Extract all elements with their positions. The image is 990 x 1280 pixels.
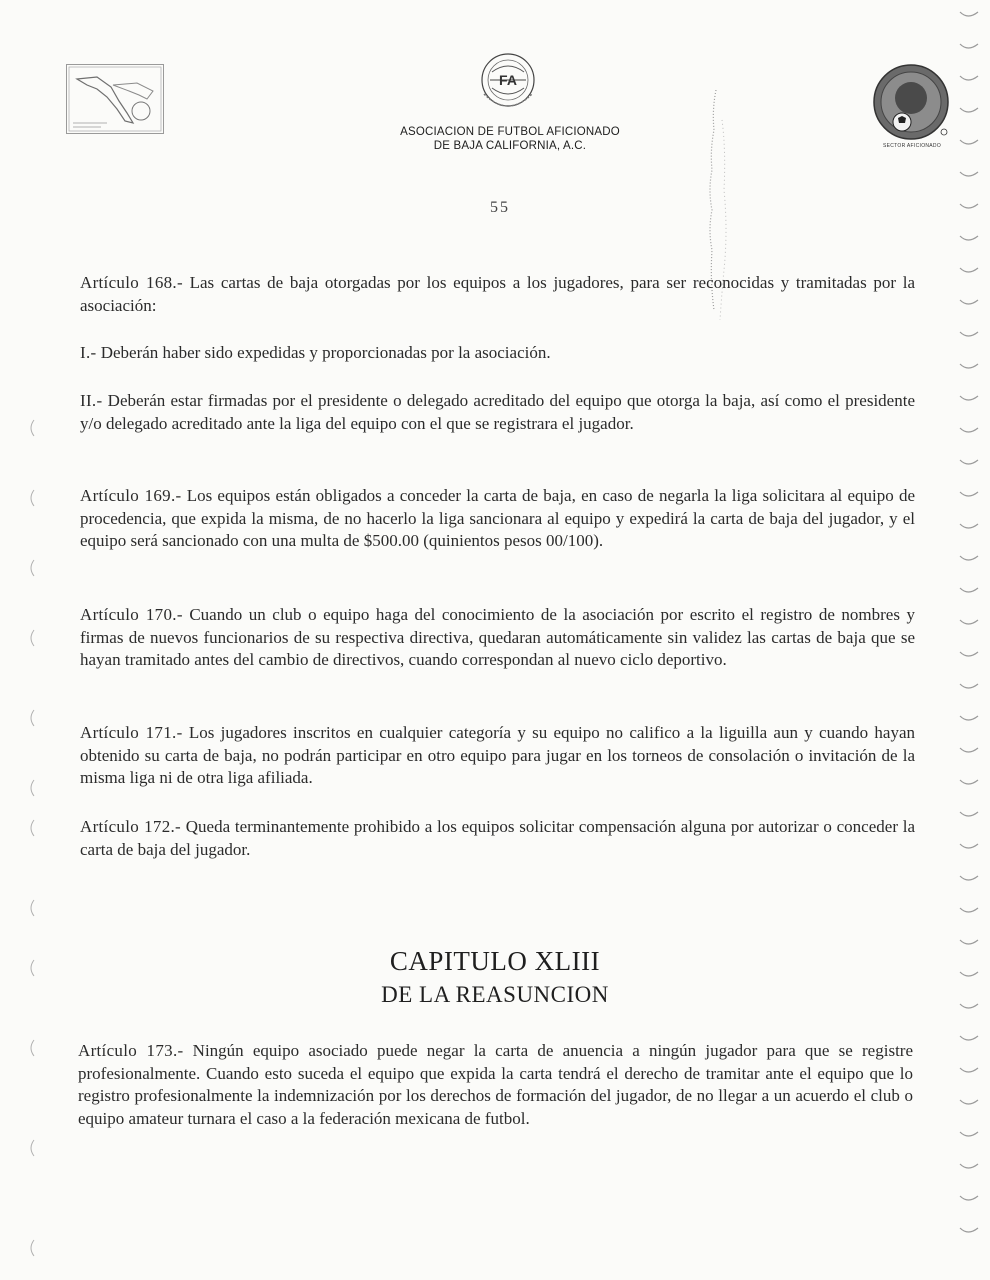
page-number: 55 <box>490 199 510 216</box>
map-icon <box>67 65 163 133</box>
article-169 <box>80 485 915 553</box>
article-text: Los equipos están obligados a conceder la carta de baja, en caso de negarla la liga solicitara al equipo de procedencia, que expida la misma, de no hacerlo la liga sancionara al equipo y expedirá la carta de baja del jugador, y el equipo será sancionado con una multa de $500.00 (quinientos pesos 00/100). <box>80 486 915 550</box>
article-172 <box>80 816 915 861</box>
article-173 <box>78 1040 913 1130</box>
clause-text: Deberán estar firmadas por el presidente o delegado acreditado del equipo que otorga la baja, así como el presidente y/o delegado acreditado ante la liga del equipo con el que se registrara el jugador. <box>80 391 915 433</box>
chapter-subtitle: DE LA REASUNCION <box>381 982 609 1007</box>
org-name-line1: ASOCIACION DE FUTBOL AFICIONADO <box>400 126 620 138</box>
emblem-initials: FA <box>499 72 517 88</box>
chapter-title: CAPITULO XLIII <box>389 946 601 976</box>
article-text: Los jugadores inscritos en cualquier categoría y su equipo no califico a la liguilla aun y cuando hayan obtenido su carta de baja, no podrán participar en otro equipo para jugar en los torneos de consolación o invitación de la misma liga ni de otra liga afiliada. <box>80 723 915 787</box>
organization-name <box>330 125 690 153</box>
seal-caption: SECTOR AFICIONADO <box>882 143 942 149</box>
article-170 <box>80 604 915 672</box>
article-168-clause-i <box>80 342 915 365</box>
article-171 <box>80 722 915 790</box>
article-label: Artículo 170.- <box>80 605 183 624</box>
baja-california-map-logo <box>66 64 164 134</box>
article-label: Artículo 171.- <box>80 723 183 742</box>
clause-text: Deberán haber sido expedidas y proporcionadas por la asociación. <box>96 343 551 362</box>
scan-edge-right-marks <box>950 0 990 1280</box>
clause-label: I.- <box>80 343 97 362</box>
article-label: Artículo 169.- <box>80 486 182 505</box>
article-text: Ningún equipo asociado puede negar la carta de anuencia a ningún jugador para que se registre profesionalmente. Cuando esto suceda el equipo que expida la carta tendrá el derecho de tramitar ante el equipo que lo registro profesionalmente la indemnización por los derechos de formación del jugador, de no llegar a un acuerdo el club o equipo amateur turnara el caso a la federación mexicana de futbol. <box>78 1041 913 1128</box>
scan-edge-left-marks <box>22 380 42 1260</box>
association-emblem <box>472 50 544 120</box>
article-label: Artículo 168.- <box>80 273 183 292</box>
article-text: Cuando un club o equipo haga del conocimiento de la asociación por escrito el registro de nombres y firmas de nuevos funcionarios de su respectiva directiva, quedaran automáticamente sin validez las cartas de baja que se hayan tramitado antes del cambio de directivos, cuando correspondan al nuevo ciclo deportivo. <box>80 605 915 669</box>
article-168-clause-ii <box>80 390 915 435</box>
mexican-federation-seal <box>870 62 952 142</box>
association-emblem-icon <box>472 50 544 120</box>
article-text: Queda terminantemente prohibido a los equipos solicitar compensación alguna por autorizar o conceder la carta de baja del jugador. <box>80 817 915 859</box>
org-name-line2: DE BAJA CALIFORNIA, A.C. <box>433 140 587 152</box>
article-label: Artículo 173.- <box>78 1041 184 1060</box>
article-text: Las cartas de baja otorgadas por los equipos a los jugadores, para ser reconocidas y tramitadas por la asociación: <box>80 273 915 315</box>
federation-seal-icon <box>870 62 952 142</box>
article-168 <box>80 272 915 317</box>
article-label: Artículo 172.- <box>80 817 182 836</box>
clause-label: II.- <box>80 391 103 410</box>
